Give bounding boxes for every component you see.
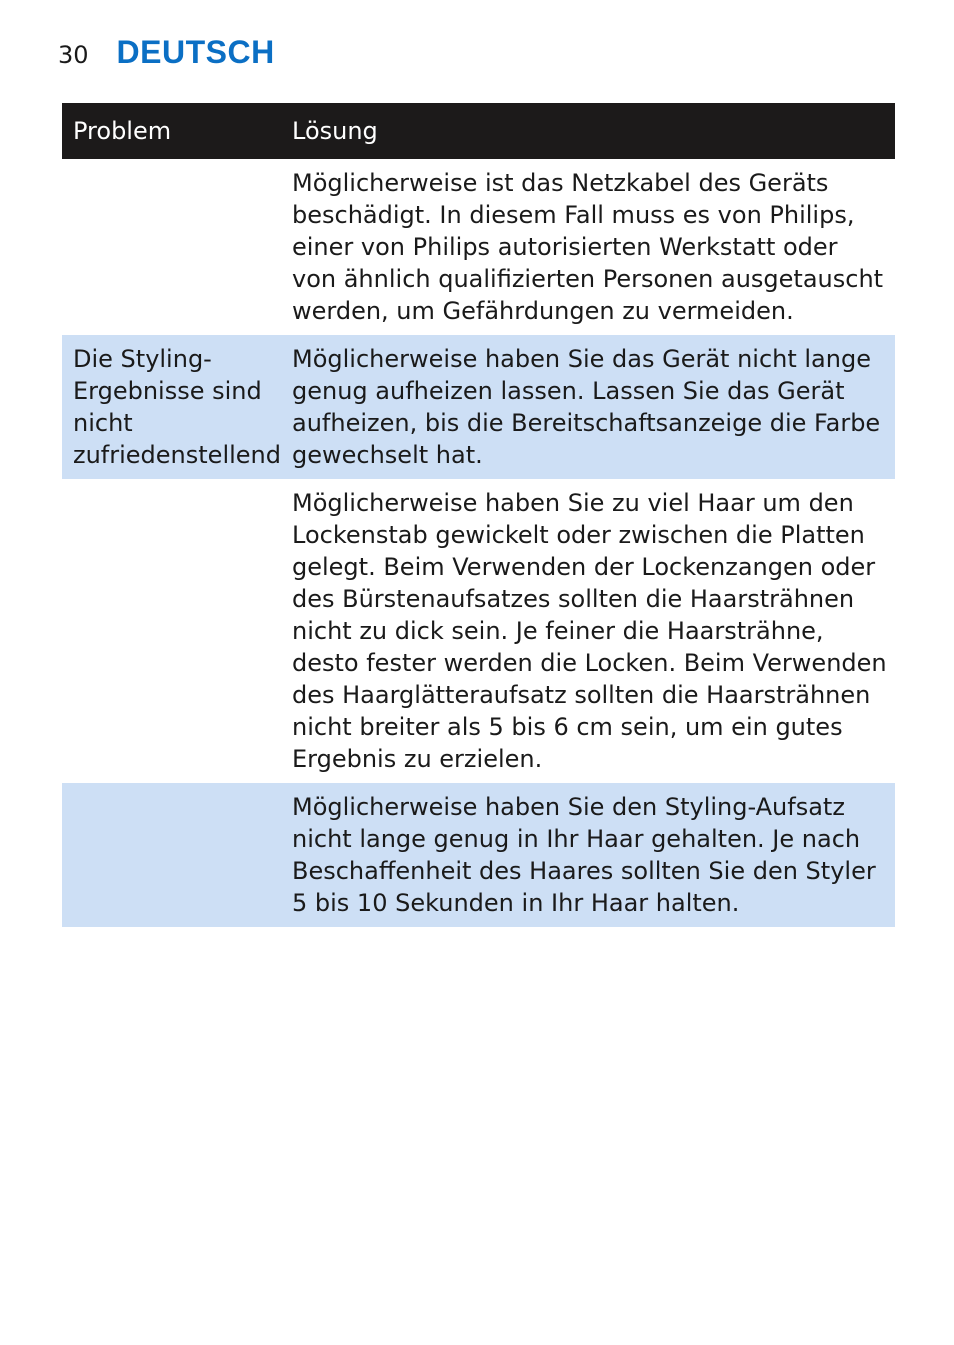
- table-header-row: [62, 103, 895, 159]
- page-number: 30: [58, 41, 89, 69]
- table-row: [62, 783, 895, 927]
- section-title: DEUTSCH: [116, 34, 275, 70]
- column-header-problem: Problem: [62, 103, 281, 159]
- solution-cell: Möglicherweise haben Sie das Gerät nicht lange genug aufheizen lassen. Lassen Sie das Gerät aufheizen, bis die Bereitschaftsanzeige die Farbe gewechselt hat.: [281, 335, 895, 479]
- problem-cell: [62, 783, 281, 927]
- table-row: [62, 159, 895, 335]
- solution-cell: Möglicherweise haben Sie den Styling-Aufsatz nicht lange genug in Ihr Haar gehalten. Je nach Beschaffenheit des Haares sollten Sie den Styler 5 bis 10 Sekunden in Ihr Haar halten.: [281, 783, 895, 927]
- table-row: [62, 479, 895, 783]
- table-row: [62, 335, 895, 479]
- column-header-solution: Lösung: [281, 103, 895, 159]
- troubleshooting-table: [62, 103, 895, 927]
- problem-cell: Die Styling-Ergebnisse sind nicht zufriedenstellend: [62, 335, 281, 479]
- page-header: [58, 34, 275, 71]
- solution-cell: Möglicherweise haben Sie zu viel Haar um den Lockenstab gewickelt oder zwischen die Platten gelegt. Beim Verwenden der Lockenzangen oder des Bürstenaufsatzes sollten die Haarsträhnen nicht zu dick sein. Je feiner die Haarsträhne, desto fester werden die Locken. Beim Verwenden des Haarglätteraufsatz sollten die Haarsträhnen nicht breiter als 5 bis 6 cm sein, um ein gutes Ergebnis zu erzielen.: [281, 479, 895, 783]
- problem-cell: [62, 159, 281, 335]
- problem-cell: [62, 479, 281, 783]
- solution-cell: Möglicherweise ist das Netzkabel des Geräts beschädigt. In diesem Fall muss es von Philips, einer von Philips autorisierten Werkstatt oder von ähnlich qualifizierten Personen ausgetauscht werden, um Gefährdungen zu vermeiden.: [281, 159, 895, 335]
